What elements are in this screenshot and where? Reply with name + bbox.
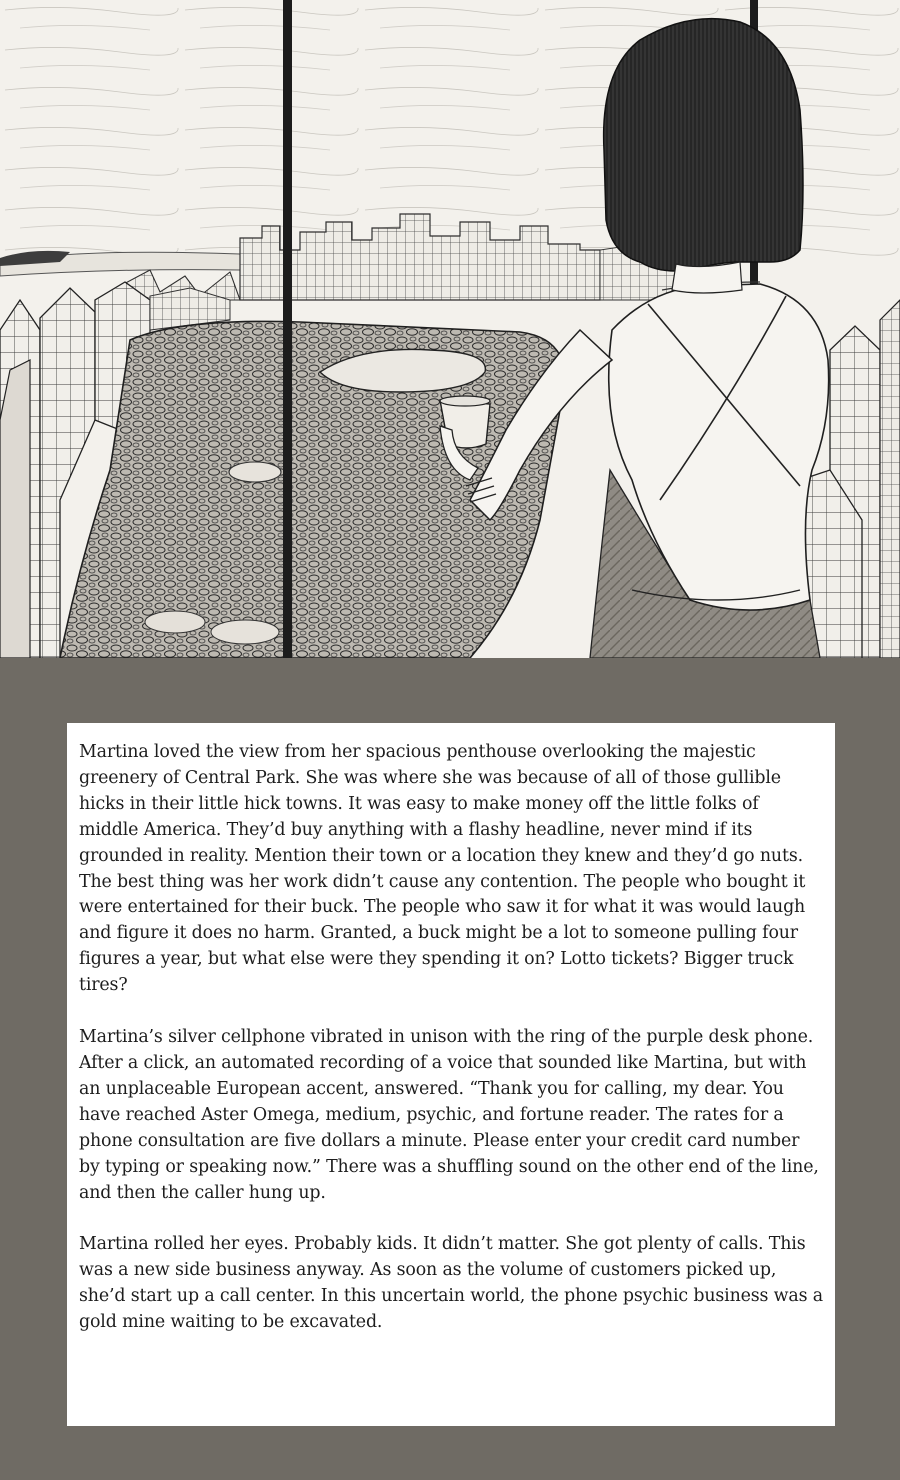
story-paragraph: Martina’s silver cellphone vibrated in unison with the ring of the purple desk phone. After a click, an automated recording of a voice that sounded like Martina, but with an unplaceable European accent, answered. “Thank you for calling, my dear. You have reached Aster Omega, medium, psychic, and fortune reader. The rates for a phone consultation are five dollars a minute. Please enter your credit card number by typing or speaking now.” There was a shuffling sound on the other end of the line, and then the caller hung up. bbox=[79, 1027, 819, 1203]
story-paragraph: Martina loved the view from her spacious penthouse overlooking the majestic greenery of Central Park. She was where she was because of all of those gullible hicks in their little hick towns. It was easy to make money off the little folks of middle America. They’d buy anything with a flashy headline, never mind if its grounded in reality. Mention their town or a location they knew and they’d go nuts. The best thing was her work didn’t cause any contention. The people who bought it were entertained for their buck. The people who saw it for what it was would laugh and figure it does no harm. Granted, a buck might be a lot to someone pulling four figures a year, but what else were they spending it on? Lotto tickets? Bigger truck tires? bbox=[79, 742, 806, 996]
window-mullion bbox=[283, 0, 292, 658]
park-clearing bbox=[211, 620, 279, 644]
park-clearing bbox=[145, 611, 205, 633]
penthouse-view-drawing bbox=[0, 0, 900, 658]
story-paragraph: Martina rolled her eyes. Probably kids. It didn’t matter. She got plenty of calls. This was a new side business anyway. As soon as the volume of customers picked up, she’d start up a call center. In this uncertain world, the phone psychic business was a gold mine waiting to be excavated. bbox=[79, 1234, 824, 1333]
pencil-illustration bbox=[0, 0, 900, 658]
story-text-panel bbox=[67, 723, 835, 1426]
park-pond bbox=[229, 462, 281, 482]
